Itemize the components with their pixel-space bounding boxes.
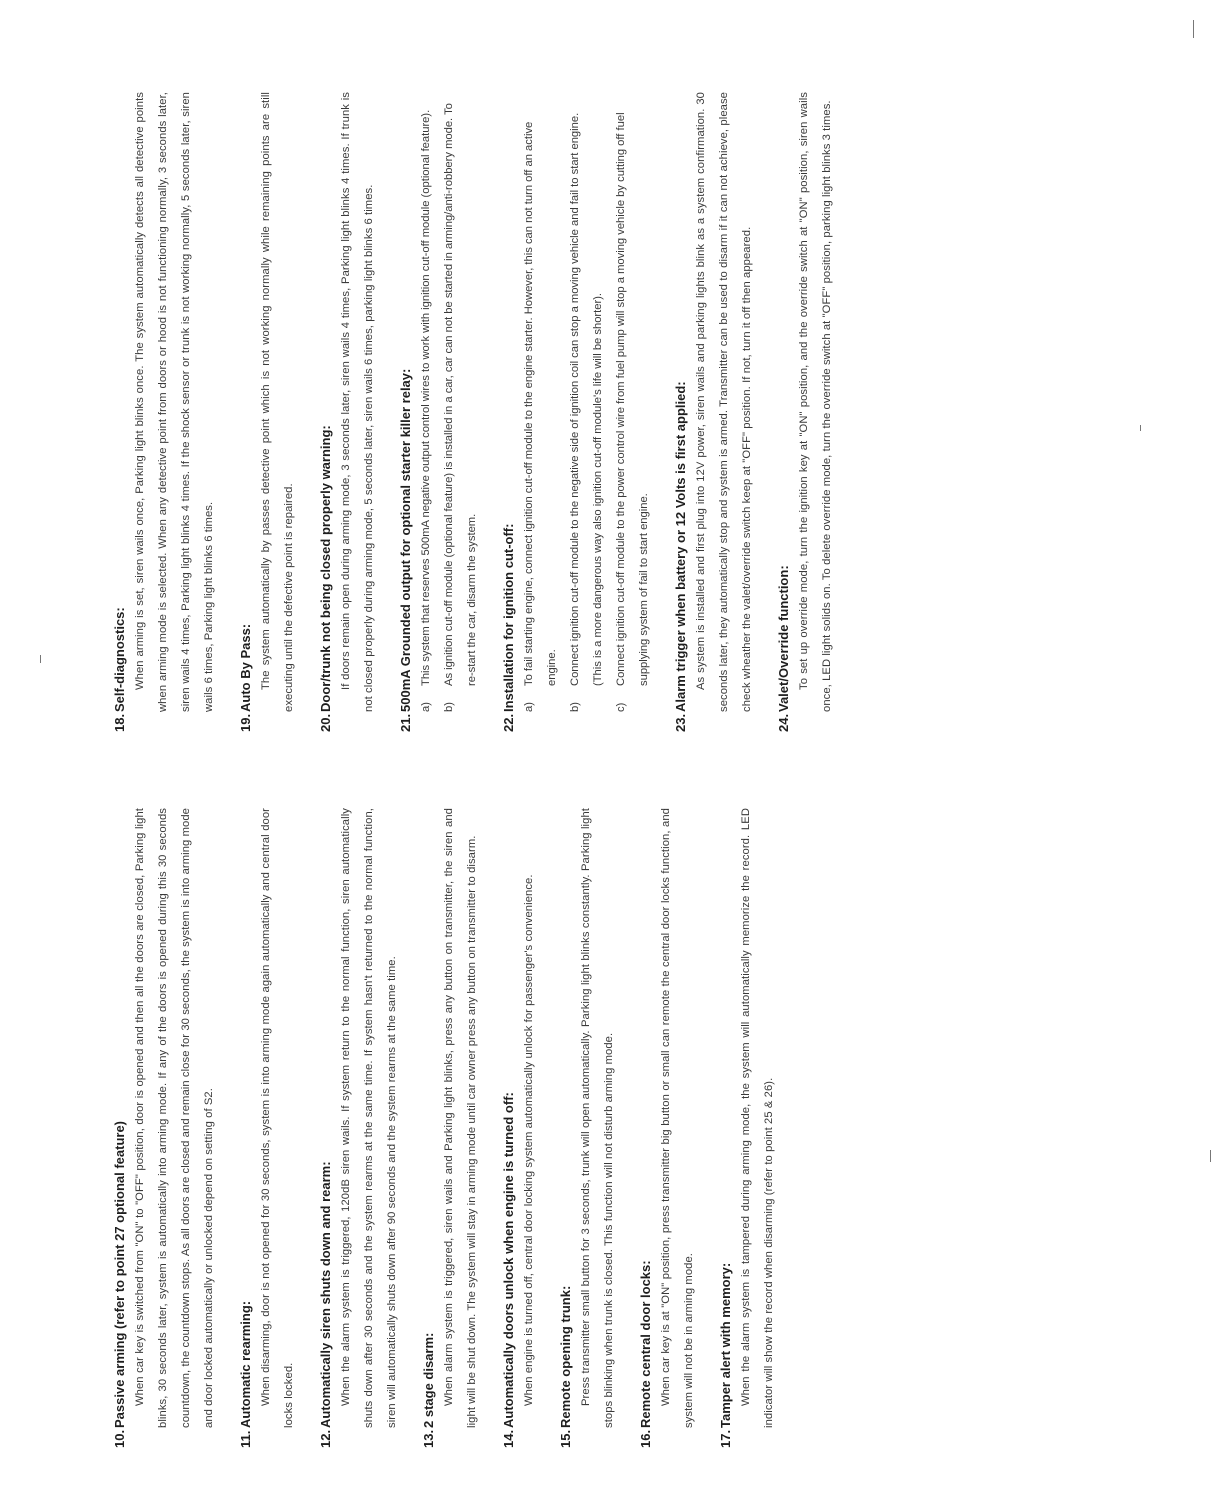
section-number: 21. — [398, 713, 413, 732]
sub-item — [564, 92, 610, 732]
sub-item — [610, 92, 656, 732]
section-heading — [671, 92, 690, 732]
section-heading — [110, 808, 129, 1448]
sub-item-text: Connect ignition cut-off module to the power control wire from fuel pump will stop a moving vehicle by cutting off fuel supplying system of fail to start engine. — [615, 112, 650, 686]
section-number: 13. — [421, 1429, 436, 1448]
sub-item-label: a) — [523, 702, 535, 712]
section-number: 20. — [318, 713, 333, 732]
sub-item-label: b) — [569, 702, 581, 712]
manual-section — [316, 808, 404, 1448]
section-title: 500mA Grounded output for optional starter killer relay: — [398, 368, 413, 712]
section-paragraph: As system is installed and first plug into 12V power, siren wails and parking lights blink as a system confirmation. 30 seconds later, they automatically stop and system is armed. Transmitter can be used to disarm if it can not achieve, please check wheather the valet/override switch keep at "OFF" position. If not, turn it off then appeared. — [695, 92, 753, 712]
left-column — [110, 808, 1190, 1448]
section-paragraph: Press transmitter small button for 3 seconds, trunk will open automatically. Parking light blinks constantly. Parking light stops blinking when trunk is closed. This function will not disturb arming mode. — [580, 808, 615, 1428]
section-heading — [636, 808, 655, 1448]
section-paragraph: When arming is set, siren wails once, Parking light blinks once. The system automatically detects all detective points when arming mode is selected. When any detective point from doors or hood is not functioning normally, 3 seconds later, siren wails 4 times, Parking light blinks 4 times. If the shock sensor or trunk is not working normally, 5 seconds later, siren wails 6 times, Parking light blinks 6 times. — [134, 92, 215, 712]
section-heading — [499, 808, 518, 1448]
scan-mark — [40, 655, 41, 663]
section-number: 19. — [238, 713, 253, 732]
scan-mark — [1193, 20, 1194, 38]
section-number: 24. — [776, 713, 791, 732]
section-heading — [110, 92, 129, 732]
sub-item-label: a) — [420, 702, 432, 712]
section-title: Automatically doors unlock when engine is turned off: — [501, 1092, 516, 1428]
sub-item — [415, 92, 438, 732]
manual-section — [316, 92, 381, 732]
section-heading — [716, 808, 735, 1448]
section-title: Automatic rearming: — [238, 1300, 253, 1428]
section-paragraph: When the alarm system is triggered, 120dB siren wails. If system return to the normal function, siren automatically shuts down after 30 seconds and the system rearms at the same time. If system hasn't returned to the normal function, siren will automatically shuts down after 90 seconds and the system rearms at the same time. — [340, 808, 398, 1428]
section-paragraph: The system automatically by passes detective point which is not working normally while remaining points are still executing until the defective point is repaired. — [260, 92, 295, 712]
sub-item-text: To fail starting engine, connect ignition cut-off module to the engine starter. However, this can not turn off an active engine. — [523, 121, 558, 686]
section-number: 22. — [501, 713, 516, 732]
right-column — [110, 92, 1190, 732]
section-number: 17. — [718, 1429, 733, 1448]
manual-section — [110, 92, 221, 732]
manual-section — [774, 92, 839, 732]
section-heading — [556, 808, 575, 1448]
section-heading — [396, 92, 415, 732]
section-paragraph: When the alarm system is tampered during arming mode, the system will automatically memorize the record. LED indicator will show the record when disarming (refer to point 25 & 26). — [740, 808, 775, 1428]
section-title: Installation for ignition cut-off: — [501, 523, 516, 712]
section-number: 18. — [112, 713, 127, 732]
scan-mark — [1210, 1150, 1211, 1162]
sub-item-text: As ignition cut-off module (optional feature) is installed in a car, car can not be started in arming/anti-robbery mode. To re-start the car, disarm the system. — [443, 103, 478, 686]
section-title: Tamper alert with memory: — [718, 1262, 733, 1428]
manual-section — [236, 92, 301, 732]
section-title: Alarm trigger when battery or 12 Volts is first applied: — [673, 381, 688, 712]
section-number: 10. — [112, 1429, 127, 1448]
manual-section — [636, 808, 701, 1448]
sub-item-label: c) — [615, 702, 627, 712]
section-heading — [774, 92, 793, 732]
section-number: 14. — [501, 1429, 516, 1448]
manual-section — [499, 808, 541, 1448]
section-paragraph: When disarming, door is not opened for 30 seconds, system is into arming mode again automatically and central door locks locked. — [260, 808, 295, 1428]
section-title: Remote opening trunk: — [558, 1285, 573, 1428]
section-number: 23. — [673, 713, 688, 732]
section-title: Auto By Pass: — [238, 623, 253, 712]
manual-section — [110, 808, 221, 1448]
section-paragraph: If doors remain open during arming mode, 3 seconds later, siren wails 4 times, Parking light blinks 4 times. If trunk is not closed properly during arming mode, 5 seconds later, siren wails 6 times, parking light blinks 6 times. — [340, 92, 375, 712]
section-heading — [499, 92, 518, 732]
manual-section — [499, 92, 656, 732]
manual-section — [419, 808, 484, 1448]
section-number: 11. — [238, 1430, 253, 1448]
section-paragraph: When alarm system is triggered, siren wails and Parking light blinks, press any button on transmitter, the siren and light will be shut down. The system will stay in arming mode until car owner press any button on transmitter to disarm. — [443, 808, 478, 1428]
section-title: Self-diagnostics: — [112, 607, 127, 712]
section-number: 15. — [558, 1429, 573, 1448]
section-number: 16. — [638, 1429, 653, 1448]
section-paragraph: When car key is at "ON" position, press transmitter big button or small can remote the central door locks function, and system will not be in arming mode. — [660, 808, 695, 1428]
sub-item-list — [415, 92, 484, 732]
section-title: Passive arming (refer to point 27 optional feature) — [112, 1120, 127, 1428]
section-paragraph: When engine is turned off, central door locking system automatically unlock for passenger's convenience. — [523, 874, 535, 1406]
section-heading — [316, 808, 335, 1448]
manual-section — [396, 92, 484, 732]
section-heading — [236, 808, 255, 1448]
section-title: Door/trunk not being closed properly warning: — [318, 425, 333, 712]
sub-item-text: This system that reserves 500mA negative output control wires to work with ignition cut-off module (optional feature). — [420, 109, 432, 686]
section-paragraph: When car key is switched from "ON" to "OFF" position, door is opened and then all the doors are closed, Parking light blinks, 30 seconds later, system is automatically into arming mode. If any of the doors is opened during this 30 seconds countdown, the countdown stops. As all doors are closed and remain close for 30 seconds, the system is into arming mode and door locked automatically or unlocked depend on setting of S2. — [134, 808, 215, 1428]
sub-item-label: b) — [443, 702, 455, 712]
section-number: 12. — [318, 1429, 333, 1448]
scan-mark — [1140, 425, 1141, 431]
section-title: Automatically siren shuts down and rearm: — [318, 1161, 333, 1428]
manual-section — [671, 92, 759, 732]
section-heading — [316, 92, 335, 732]
section-title: 2 stage disarm: — [421, 1332, 436, 1428]
section-heading — [419, 808, 438, 1448]
section-heading — [236, 92, 255, 732]
manual-section — [556, 808, 621, 1448]
manual-section — [716, 808, 781, 1448]
manual-section — [236, 808, 301, 1448]
sub-item-text: Connect ignition cut-off module to the negative side of ignition coil can stop a moving vehicle and fail to start engine. (This is a more dangerous way also ignition cut-off module's life will be shorter). — [569, 112, 604, 686]
sub-item — [438, 92, 484, 732]
sub-item-list — [518, 92, 656, 732]
section-paragraph: To set up override mode, turn the ignition key at "ON" position, and the override switch at "ON" position, siren wails once, LED light solids on. To delete override mode, turn the override switch at "OFF" position, parking light blinks 3 times. — [798, 92, 833, 712]
section-title: Remote central door locks: — [638, 1260, 653, 1428]
section-title: Valet/Override function: — [776, 565, 791, 712]
sub-item — [518, 92, 564, 732]
